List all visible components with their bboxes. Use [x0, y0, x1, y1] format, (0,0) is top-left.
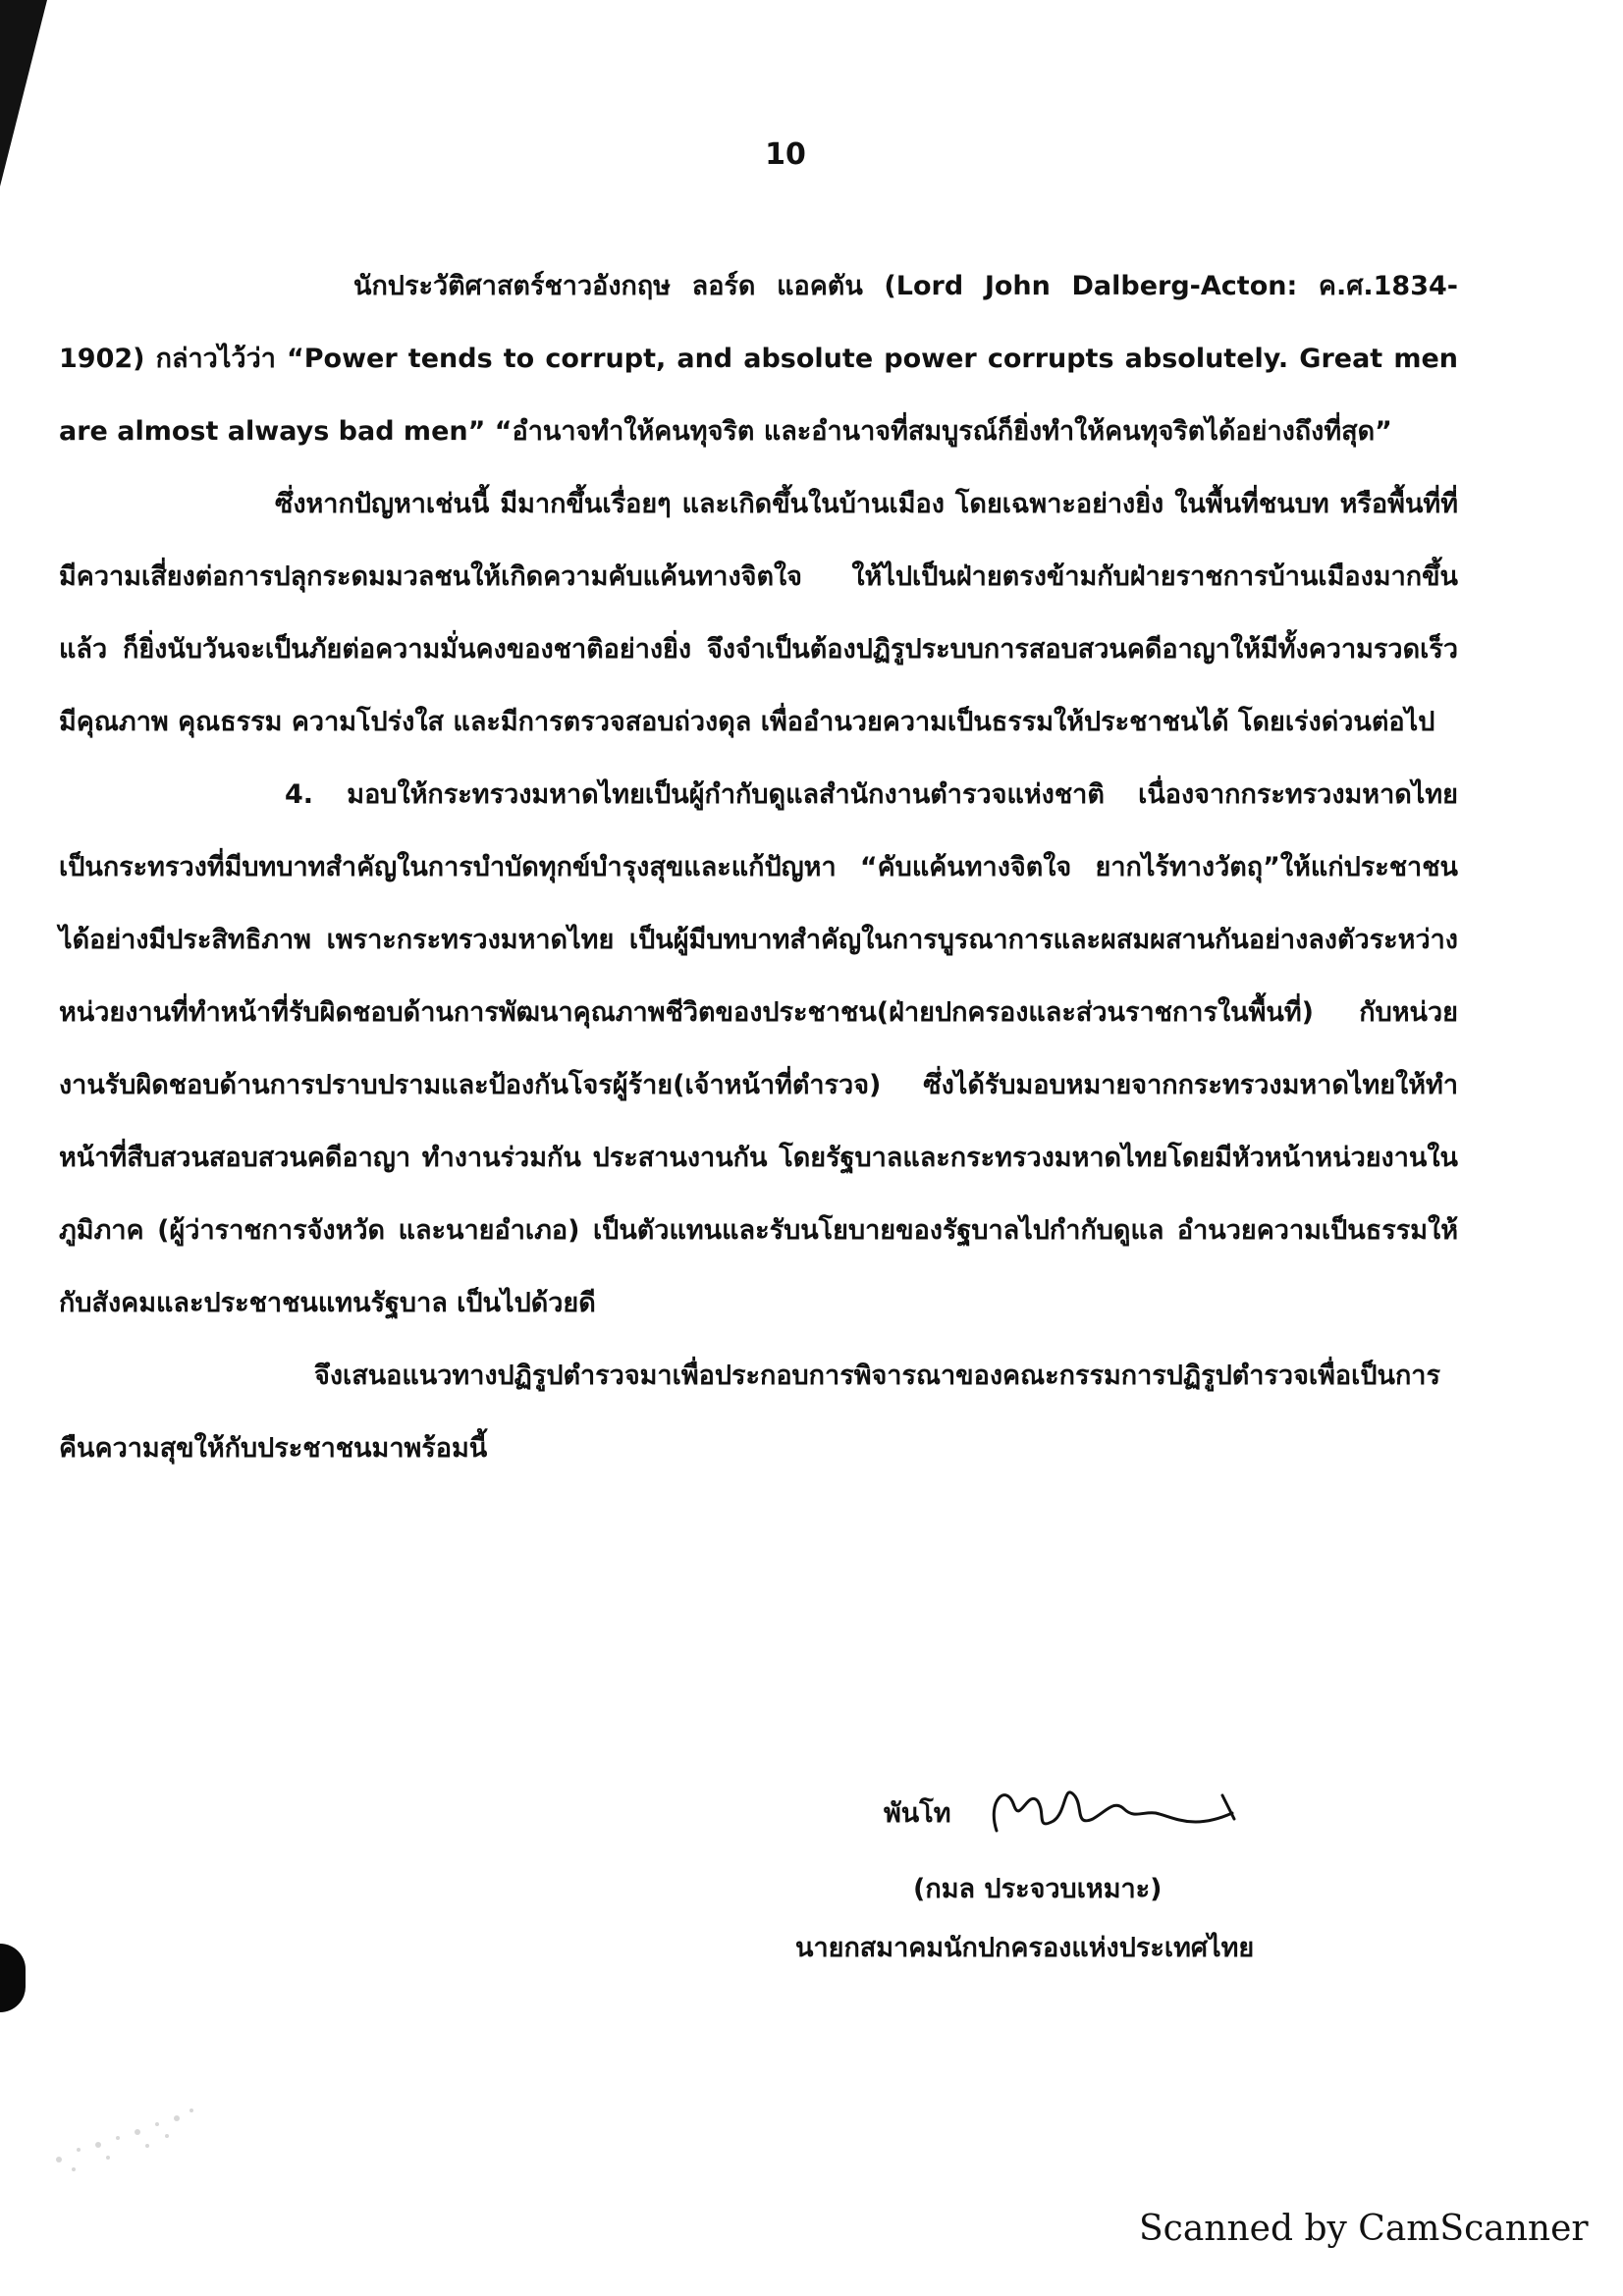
- document-body: [59, 250, 1458, 1485]
- signature-block: [766, 1762, 1355, 1978]
- paragraph-item-4: 4. มอบให้กระทรวงมหาดไทยเป็นผู้กำกับดูแลสำนักงานตำรวจแห่งชาติ เนื่องจากกระทรวงมหาดไทยเป็นกระทรวงที่มีบทบาทสำคัญในการบำบัดทุกข์บำรุงสุขและแก้ปัญหา “คับแค้นทางจิตใจ ยากไร้ทางวัตถุ”ให้แก่ประชาชนได้อย่างมีประสิทธิภาพ เพราะกระทรวงมหาดไทย เป็นผู้มีบทบาทสำคัญในการบูรณาการและผสมผสานกันอย่างลงตัวระหว่างหน่วยงานที่ทำหน้าที่รับผิดชอบด้านการพัฒนาคุณภาพชีวิตของประชาชน(ฝ่ายปกครองและส่วนราชการในพื้นที่) กับหน่วยงานรับผิดชอบด้านการปราบปรามและป้องกันโจรผู้ร้าย(เจ้าหน้าที่ตำรวจ) ซึ่งได้รับมอบหมายจากกระทรวงมหาดไทยให้ทำหน้าที่สืบสวนสอบสวนคดีอาญา ทำงานร่วมกัน ประสานงานกัน โดยรัฐบาลและกระทรวงมหาดไทยโดยมีหัวหน้าหน่วยงานในภูมิภาค (ผู้ว่าราชการจังหวัด และนายอำเภอ) เป็นตัวแทนและรับนโยบายของรัฐบาลไปกำกับดูแล อำนวยความเป็นธรรมให้กับสังคมและประชาชนแทนรัฐบาล เป็นไปด้วยดี: [59, 779, 1458, 1318]
- signature-rank: พันโท: [884, 1798, 951, 1829]
- signatory-name: (กมล ประจวบเหมาะ): [913, 1874, 1163, 1904]
- signature-row: [766, 1762, 1355, 1850]
- page-number: 10: [765, 137, 806, 172]
- scan-binder-hole: [0, 1944, 26, 2012]
- paragraph-acton-quote: นักประวัติศาสตร์ชาวอังกฤษ ลอร์ด แอคตัน (Lord John Dalberg-Acton: ค.ศ.1834-1902) กล่าวไว้ว่า “Power tends to corrupt, and absolute power corrupts absolutely. Great men are almost always bad men” “อำนาจทำให้คนทุจริต และอำนาจที่สมบูรณ์ก็ยิ่งทำให้คนทุจริตได้อย่างถึงที่สุด”: [59, 271, 1458, 447]
- paragraph-reform-need: ซึ่งหากปัญหาเช่นนี้ มีมากขึ้นเรื่อยๆ และเกิดขึ้นในบ้านเมือง โดยเฉพาะอย่างยิ่ง ในพื้นที่ชนบท หรือพื้นที่ที่มีความเสี่ยงต่อการปลุกระดมมวลชนให้เกิดความคับแค้นทางจิตใจ ให้ไปเป็นฝ่ายตรงข้ามกับฝ่ายราชการบ้านเมืองมากขึ้นแล้ว ก็ยิ่งนับวันจะเป็นภัยต่อความมั่นคงของชาติอย่างยิ่ง จึงจำเป็นต้องปฏิรูประบบการสอบสวนคดีอาญาให้มีทั้งความรวดเร็ว มีคุณภาพ คุณธรรม ความโปร่งใส และมีการตรวจสอบถ่วงดุล เพื่ออำนวยความเป็นธรรมให้ประชาชนได้ โดยเร่งด่วนต่อไป: [59, 489, 1458, 737]
- scanner-watermark: Scanned by CamScanner: [1139, 2209, 1589, 2249]
- paragraph-conclusion: จึงเสนอแนวทางปฏิรูปตำรวจมาเพื่อประกอบการพิจารณาของคณะกรรมการปฏิรูปตำรวจเพื่อเป็นการคืนความสุขให้กับประชาชนมาพร้อมนี้: [59, 1361, 1440, 1464]
- signatory-title: นายกสมาคมนักปกครองแห่งประเทศไทย: [795, 1933, 1255, 1963]
- scan-smudge: [20, 2052, 275, 2199]
- handwritten-signature: [977, 1762, 1242, 1850]
